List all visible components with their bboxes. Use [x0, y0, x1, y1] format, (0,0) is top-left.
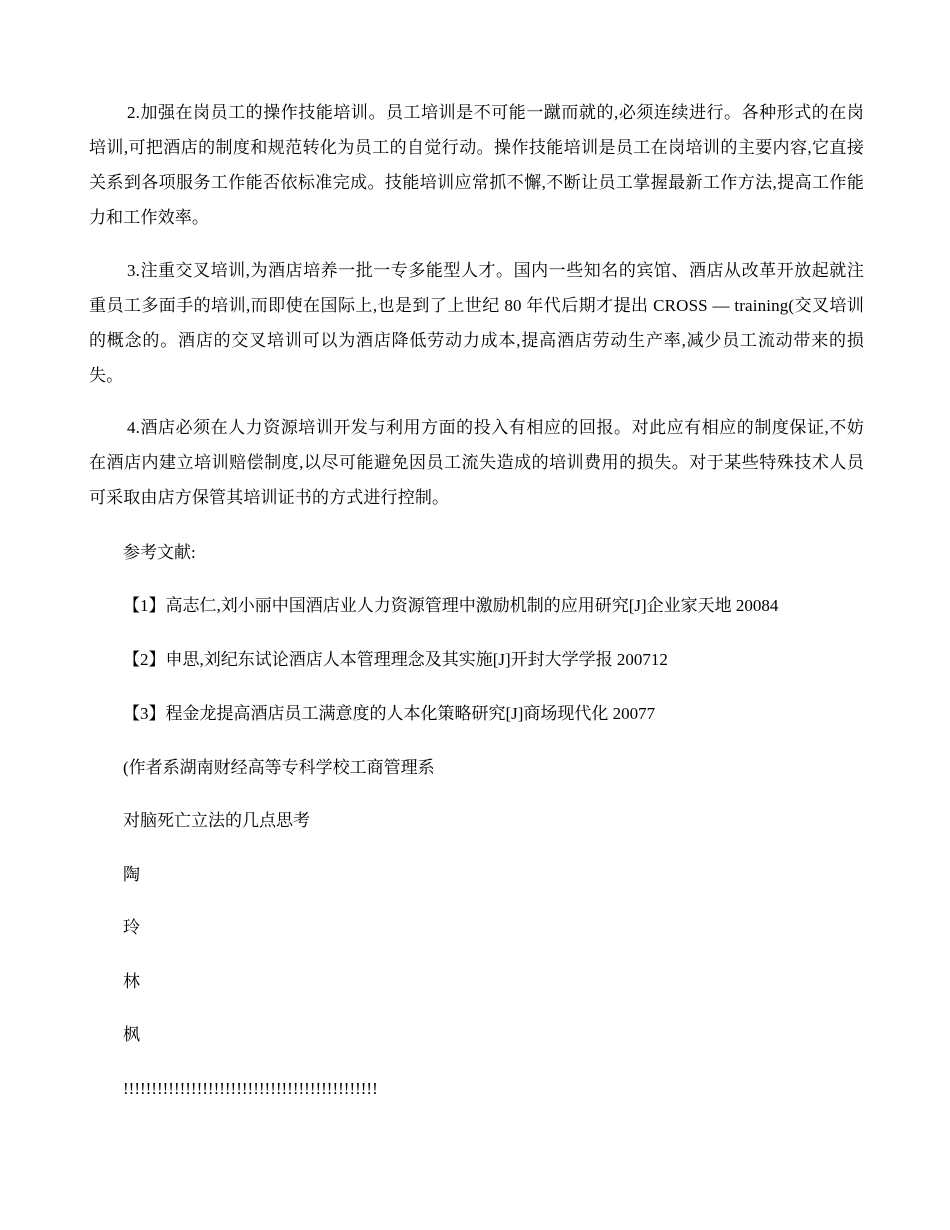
reference-item-2: 【2】申思,刘纪东试论酒店人本管理理念及其实施[J]开封大学学报 200712 [123, 650, 668, 669]
author-affiliation-note: (作者系湖南财经高等专科学校工商管理系 [123, 758, 435, 777]
reference-item-1: 【1】高志仁,刘小丽中国酒店业人力资源管理中激励机制的应用研究[J]企业家天地 20084 [123, 596, 779, 615]
author-char-3: 林 [123, 972, 140, 991]
paragraph-cross-training: 3.注重交叉培训,为酒店培养一批一专多能型人才。国内一些知名的宾馆、酒店从改革开放起就注重员工多面手的培训,而即使在国际上,也是到了上世纪 80 年代后期才提出 CROSS — training(交叉培训的概念的。酒店的交叉培训可以为酒店降低劳动力成本,提高酒店劳动生产率,减少员工流动带来的损失。 [89, 261, 864, 385]
next-article-title: 对脑死亡立法的几点思考 [123, 811, 310, 830]
reference-item-3: 【3】程金龙提高酒店员工满意度的人本化策略研究[J]商场现代化 20077 [123, 704, 656, 723]
paragraph-training-return: 4.酒店必须在人力资源培训开发与利用方面的投入有相应的回报。对此应有相应的制度保证,不妨在酒店内建立培训赔偿制度,以尽可能避免因员工流失造成的培训费用的损失。对于某些特殊技术人员可采取由店方保管其培训证书的方式进行控制。 [89, 418, 864, 507]
author-char-4: 枫 [123, 1025, 140, 1044]
separator-line: !!!!!!!!!!!!!!!!!!!!!!!!!!!!!!!!!!!!!!!!!!!!! [123, 1079, 378, 1098]
references-heading: 参考文献: [123, 543, 196, 562]
author-char-2: 玲 [123, 918, 140, 937]
paragraph-operational-skills-training: 2.加强在岗员工的操作技能培训。员工培训是不可能一蹴而就的,必须连续进行。各种形式的在岗培训,可把酒店的制度和规范转化为员工的自觉行动。操作技能培训是员工在岗培训的主要内容,它直接关系到各项服务工作能否依标准完成。技能培训应常抓不懈,不断让员工掌握最新工作方法,提高工作能力和工作效率。 [89, 103, 864, 227]
author-char-1: 陶 [123, 865, 140, 884]
